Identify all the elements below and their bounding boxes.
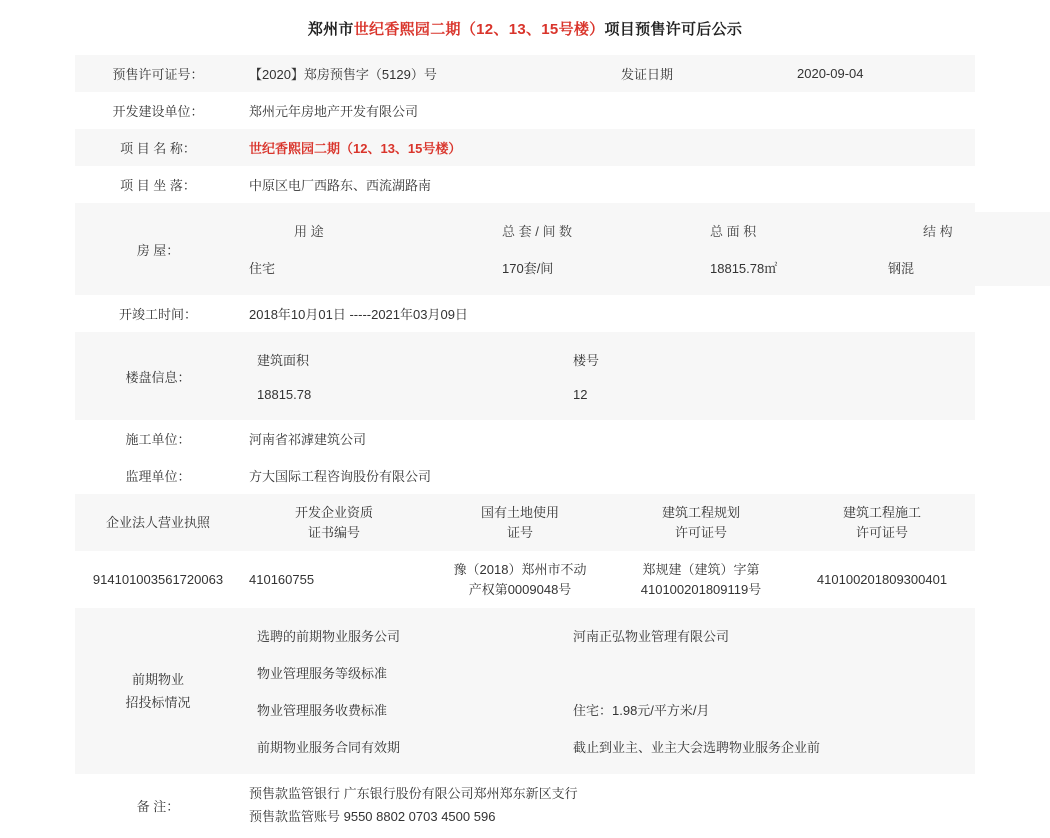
property-item-3-key: 前期物业服务合同有效期 (249, 728, 565, 765)
supervisor-value: 方大国际工程咨询股份有限公司 (241, 457, 975, 494)
title-suffix: 项目预售许可后公示 (604, 21, 743, 38)
house-value-structure: 钢混 (888, 249, 1050, 286)
house-label: 房 屋： (75, 203, 241, 295)
house-header-use: 用 途 (249, 212, 462, 249)
property-label (75, 608, 241, 774)
info-table (75, 55, 975, 838)
cert-value-4-line-0: 410100201809300401 (816, 571, 948, 587)
permit-no-label: 预售许可证号： (75, 55, 241, 92)
project-name-value: 世纪香熙园二期（12、13、15号楼） (241, 129, 975, 166)
building-area-label: 建筑面积 (249, 341, 565, 378)
house-header-units: 总 套 / 间 数 (462, 212, 680, 249)
table-row-project-name (75, 129, 975, 166)
property-item-3-value: 截止到业主、业主大会选聘物业服务企业前 (565, 728, 967, 765)
house-value-units: 170套/间 (462, 249, 680, 286)
building-number-value: 12 (565, 378, 967, 411)
developer-label: 开发建设单位： (75, 92, 241, 129)
building-info-grid (249, 341, 967, 411)
title-highlight: 世纪香熙园二期（12、13、15号楼） (353, 21, 605, 38)
house-grid-header (249, 212, 1050, 249)
building-area-value: 18815.78 (249, 378, 565, 411)
location-value: 中原区电厂西路东、西流湖路南 (241, 166, 975, 203)
construction-time-label: 开竣工时间： (75, 295, 241, 332)
table-row-building-info (75, 332, 975, 420)
cert-header-3-line-0: 建筑工程规划 (661, 505, 740, 520)
house-value-area: 18815.78㎡ (680, 249, 888, 286)
house-header-area: 总 面 积 (680, 212, 888, 249)
remarks-label: 备 注： (75, 774, 241, 838)
property-item-3 (249, 728, 967, 765)
table-row-location (75, 166, 975, 203)
house-value-use: 住宅 (249, 249, 462, 286)
cert-header-0 (75, 494, 241, 551)
cert-header-2 (427, 494, 613, 551)
property-item-2-value: 住宅：1.98元/平方米/月 (565, 691, 967, 728)
cert-value-1 (241, 551, 427, 608)
remarks-line-1: 预售款监管账号 9550 8802 0703 4500 596 (249, 808, 496, 824)
property-item-1-key: 物业管理服务等级标准 (249, 654, 565, 691)
building-info-header (249, 341, 967, 378)
property-label-line-1: 前期物业 (131, 671, 184, 687)
title-prefix: 郑州市 (307, 21, 354, 38)
cert-header-1-line-0: 开发企业资质 (294, 505, 373, 520)
building-info-label: 楼盘信息： (75, 332, 241, 420)
cert-value-3-line-1: 410100201809119号 (640, 581, 762, 597)
cert-value-2-line-0: 豫（2018）郑州市不动 (453, 562, 587, 577)
building-info-values (249, 378, 967, 411)
property-item-0 (249, 617, 967, 654)
certificates-header-row (75, 494, 975, 551)
page-title (0, 0, 1050, 55)
house-header-structure: 结 构 (888, 212, 1050, 249)
table-row-house (75, 203, 975, 295)
table-row-supervisor (75, 457, 975, 494)
certificates-value-row (75, 551, 975, 608)
house-detail-cell (241, 203, 975, 295)
cert-value-4 (789, 551, 975, 608)
cert-value-3 (613, 551, 789, 608)
property-item-0-value: 河南正弘物业管理有限公司 (565, 617, 967, 654)
developer-value: 郑州元年房地产开发有限公司 (241, 92, 975, 129)
cert-header-2-line-1: 证号 (506, 524, 533, 540)
table-row-developer (75, 92, 975, 129)
cert-value-0-line-0: 914101003561720063 (92, 571, 224, 587)
remarks-line-0: 预售款监管银行 广东银行股份有限公司郑州郑东新区支行 (249, 786, 578, 801)
cert-value-3-line-0: 郑规建（建筑）字第 (642, 562, 760, 577)
building-info-cell (241, 332, 975, 420)
location-label: 项 目 坐 落： (75, 166, 241, 203)
house-grid-values (249, 249, 1050, 286)
supervisor-label: 监理单位： (75, 457, 241, 494)
cert-header-1 (241, 494, 427, 551)
property-item-0-key: 选聘的前期物业服务公司 (249, 617, 565, 654)
property-item-1 (249, 654, 967, 691)
table-row-construction-time (75, 295, 975, 332)
project-name-label: 项 目 名 称： (75, 129, 241, 166)
cert-header-1-line-1: 证书编号 (307, 524, 360, 540)
cert-header-3 (613, 494, 789, 551)
cert-header-0-line-0: 企业法人营业执照 (105, 514, 210, 530)
table-row-remarks (75, 774, 975, 838)
table-row-contractor (75, 420, 975, 457)
remarks-value (241, 774, 975, 838)
property-label-line-2: 招投标情况 (125, 695, 191, 710)
issue-date-label: 发证日期 (613, 55, 789, 92)
cert-header-4 (789, 494, 975, 551)
property-item-1-value (565, 654, 967, 691)
cert-value-1-line-0: 410160755 (249, 571, 315, 587)
house-grid (249, 212, 1050, 286)
cert-value-2-line-1: 产权第0009048号 (468, 581, 572, 597)
property-item-2 (249, 691, 967, 728)
cert-value-2 (427, 551, 613, 608)
permit-no-value: 【2020】郑房预售字（5129）号 (241, 55, 613, 92)
cert-header-2-line-0: 国有土地使用 (480, 505, 559, 520)
cert-header-3-line-1: 许可证号 (674, 524, 727, 540)
cert-header-4-line-0: 建筑工程施工 (842, 505, 921, 520)
table-row-property (75, 608, 975, 774)
building-number-label: 楼号 (565, 341, 967, 378)
issue-date-value: 2020-09-04 (789, 55, 975, 92)
cert-value-0 (75, 551, 241, 608)
property-grid (249, 617, 967, 765)
table-row-permit (75, 55, 975, 92)
property-items-cell (241, 608, 975, 774)
contractor-value: 河南省祁滹建筑公司 (241, 420, 975, 457)
cert-header-4-line-1: 许可证号 (855, 524, 908, 540)
property-item-2-key: 物业管理服务收费标准 (249, 691, 565, 728)
contractor-label: 施工单位： (75, 420, 241, 457)
construction-time-value: 2018年10月01日 -----2021年03月09日 (241, 295, 975, 332)
